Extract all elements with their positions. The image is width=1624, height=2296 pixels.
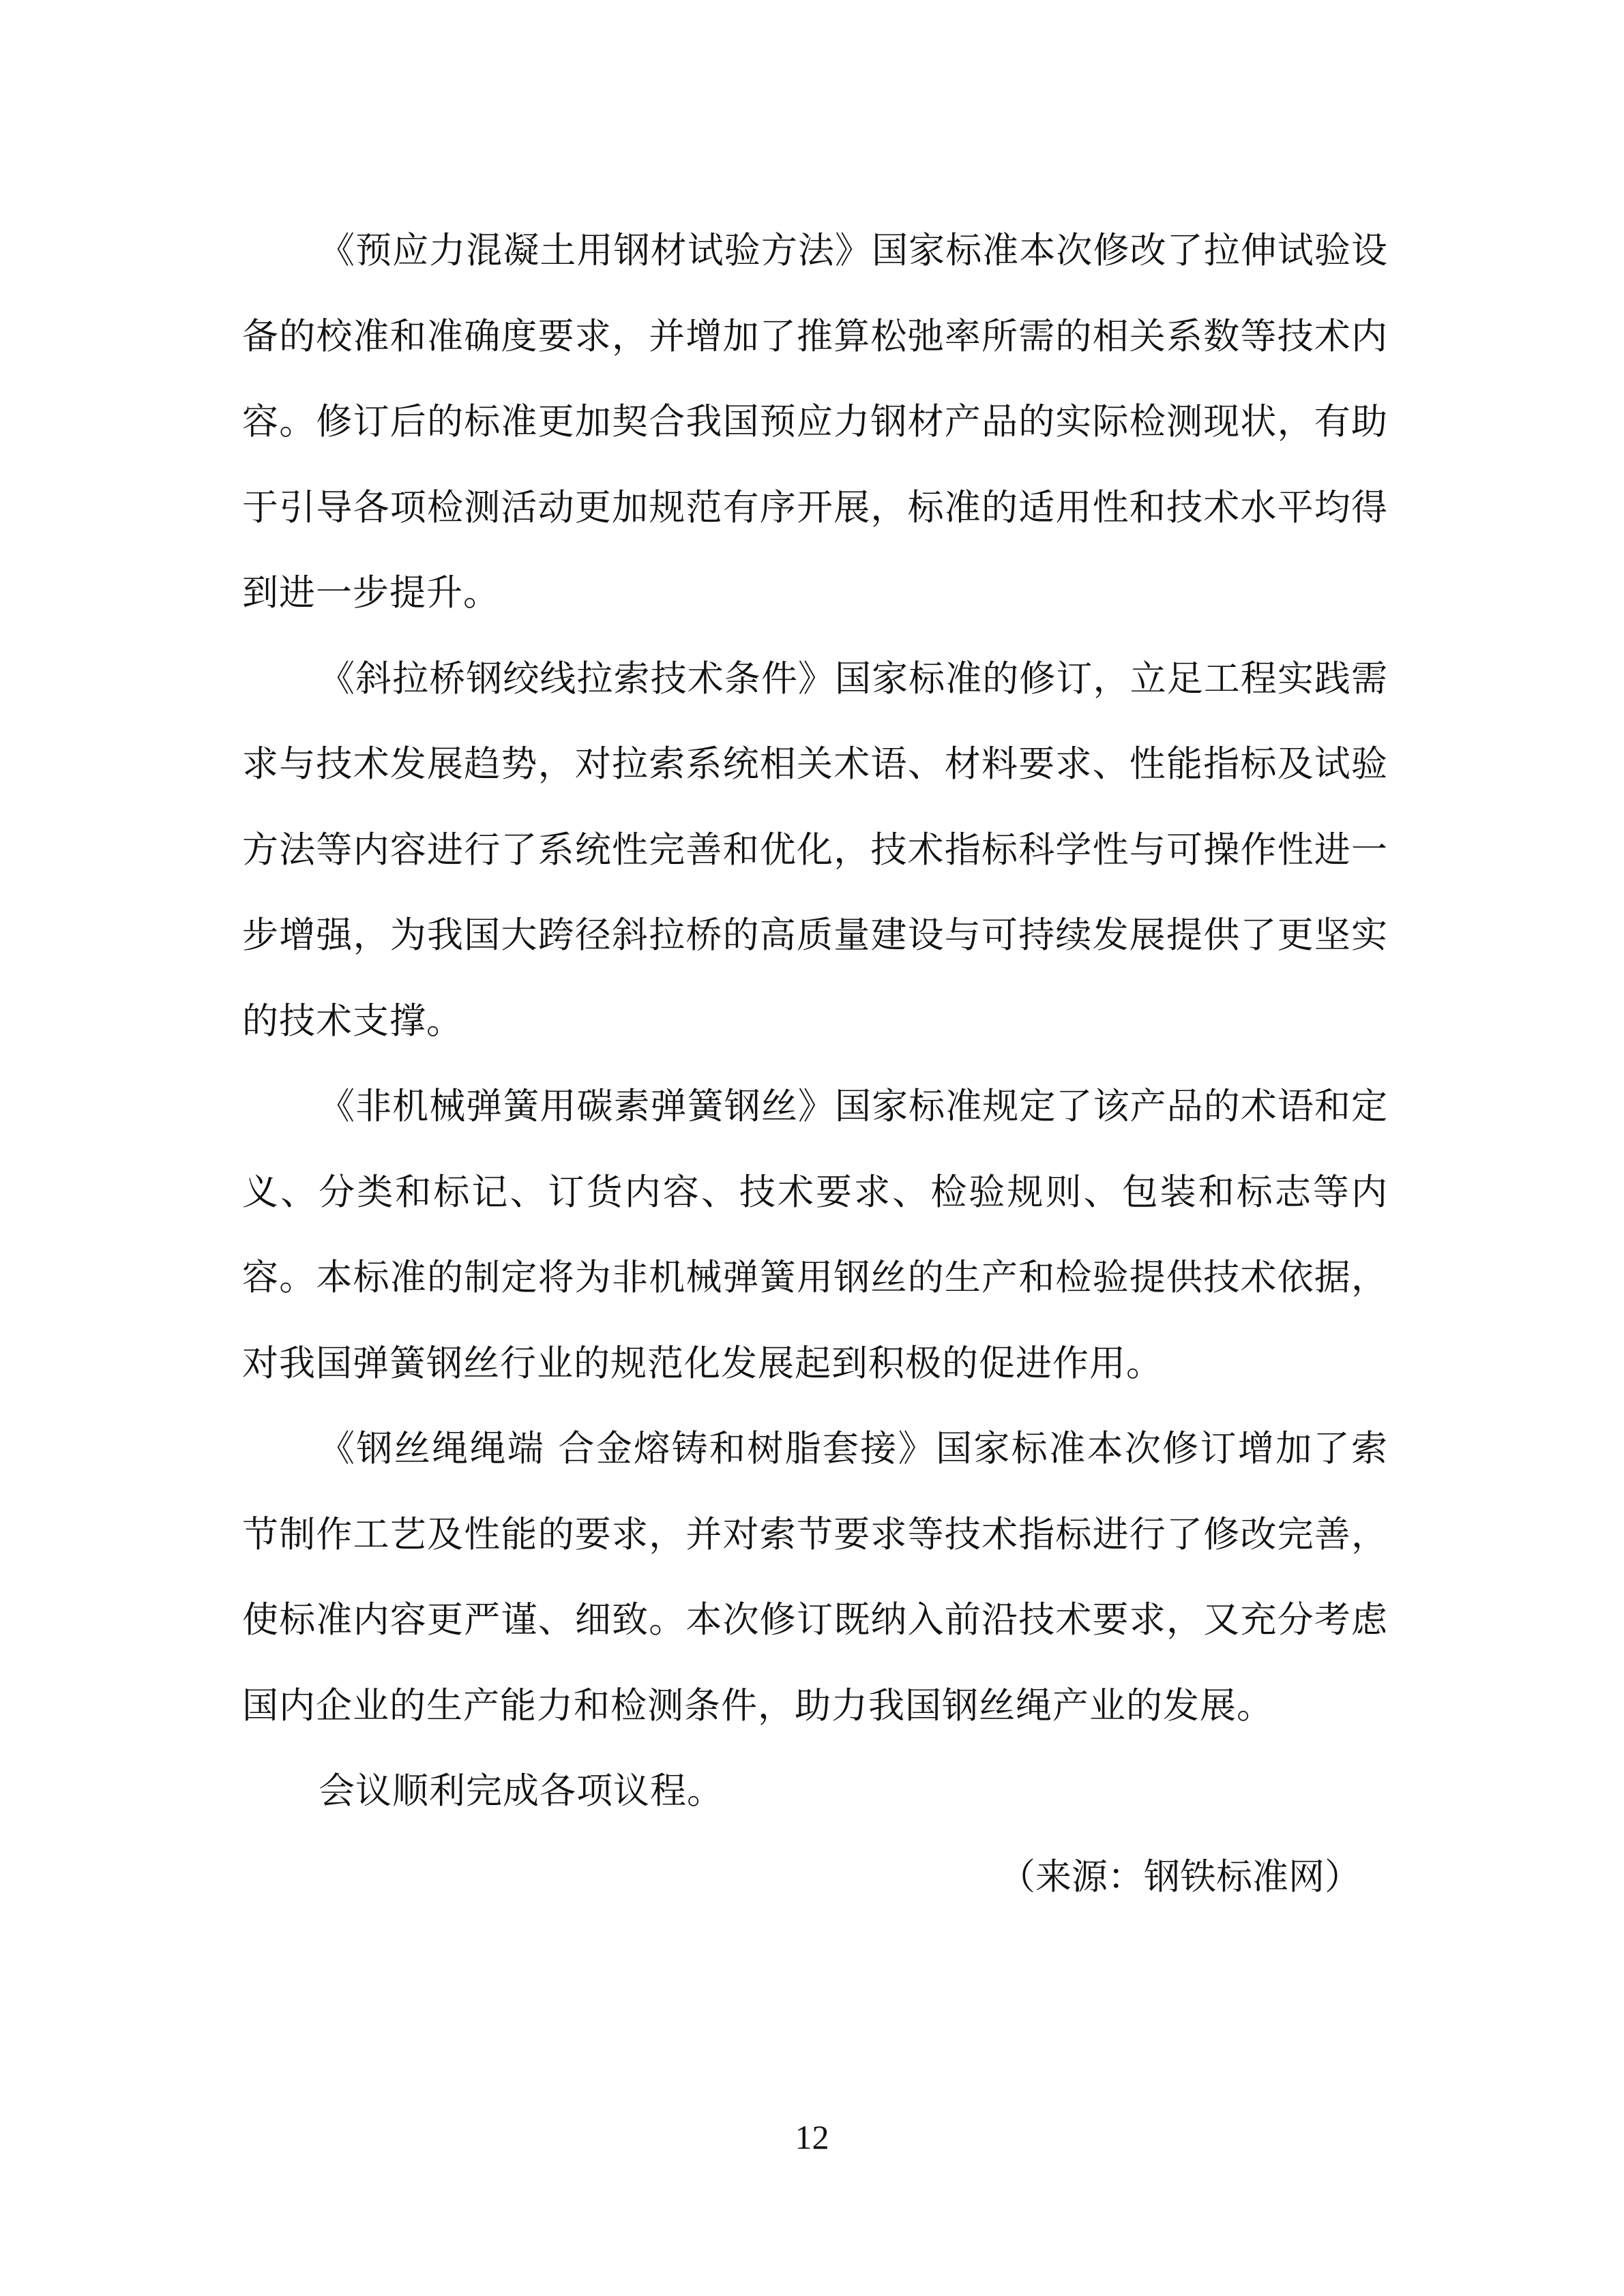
source-attribution: （来源：钢铁标准网） <box>999 1855 1361 1898</box>
paragraph-meeting-conclusion: 会议顺利完成各项议程。 <box>319 1770 724 1812</box>
page-number: 12 <box>795 2118 829 2156</box>
paragraph-carbon-spring-steel-wire: 《非机械弹簧用碳素弹簧钢丝》国家标准规定了该产品的术语和定义、分类和标记、订货内容、技术要求、检验规则、包装和标志等内容。本标准的制定将为非机械弹簧用钢丝的生产和检验提供技术依据，对我国弹簧钢丝行业的规范化发展起到积极的促进作用。 <box>242 1086 1388 1384</box>
paragraph-wire-rope-terminations: 《钢丝绳绳端 合金熔铸和树脂套接》国家标准本次修订增加了索节制作工艺及性能的要求，并对索节要求等技术指标进行了修改完善，使标准内容更严谨、细致。本次修订既纳入前沿技术要求，又充分考虑国内企业的生产能力和检测条件，助力我国钢丝绳产业的发展。 <box>242 1428 1388 1727</box>
paragraph-cable-stayed-bridge-strand: 《斜拉桥钢绞线拉索技术条件》国家标准的修订，立足工程实践需求与技术发展趋势，对拉索系统相关术语、材料要求、性能指标及试验方法等内容进行了系统性完善和优化，技术指标科学性与可操作性进一步增强，为我国大跨径斜拉桥的高质量建设与可持续发展提供了更坚实的技术支撑。 <box>242 657 1388 1042</box>
paragraph-prestressed-steel-test-method: 《预应力混凝土用钢材试验方法》国家标准本次修改了拉伸试验设备的校准和准确度要求，并增加了推算松弛率所需的相关系数等技术内容。修订后的标准更加契合我国预应力钢材产品的实际检测现状，有助于引导各项检测活动更加规范有序开展，标准的适用性和技术水平均得到进一步提升。 <box>242 230 1388 614</box>
article-body <box>242 208 1388 1920</box>
